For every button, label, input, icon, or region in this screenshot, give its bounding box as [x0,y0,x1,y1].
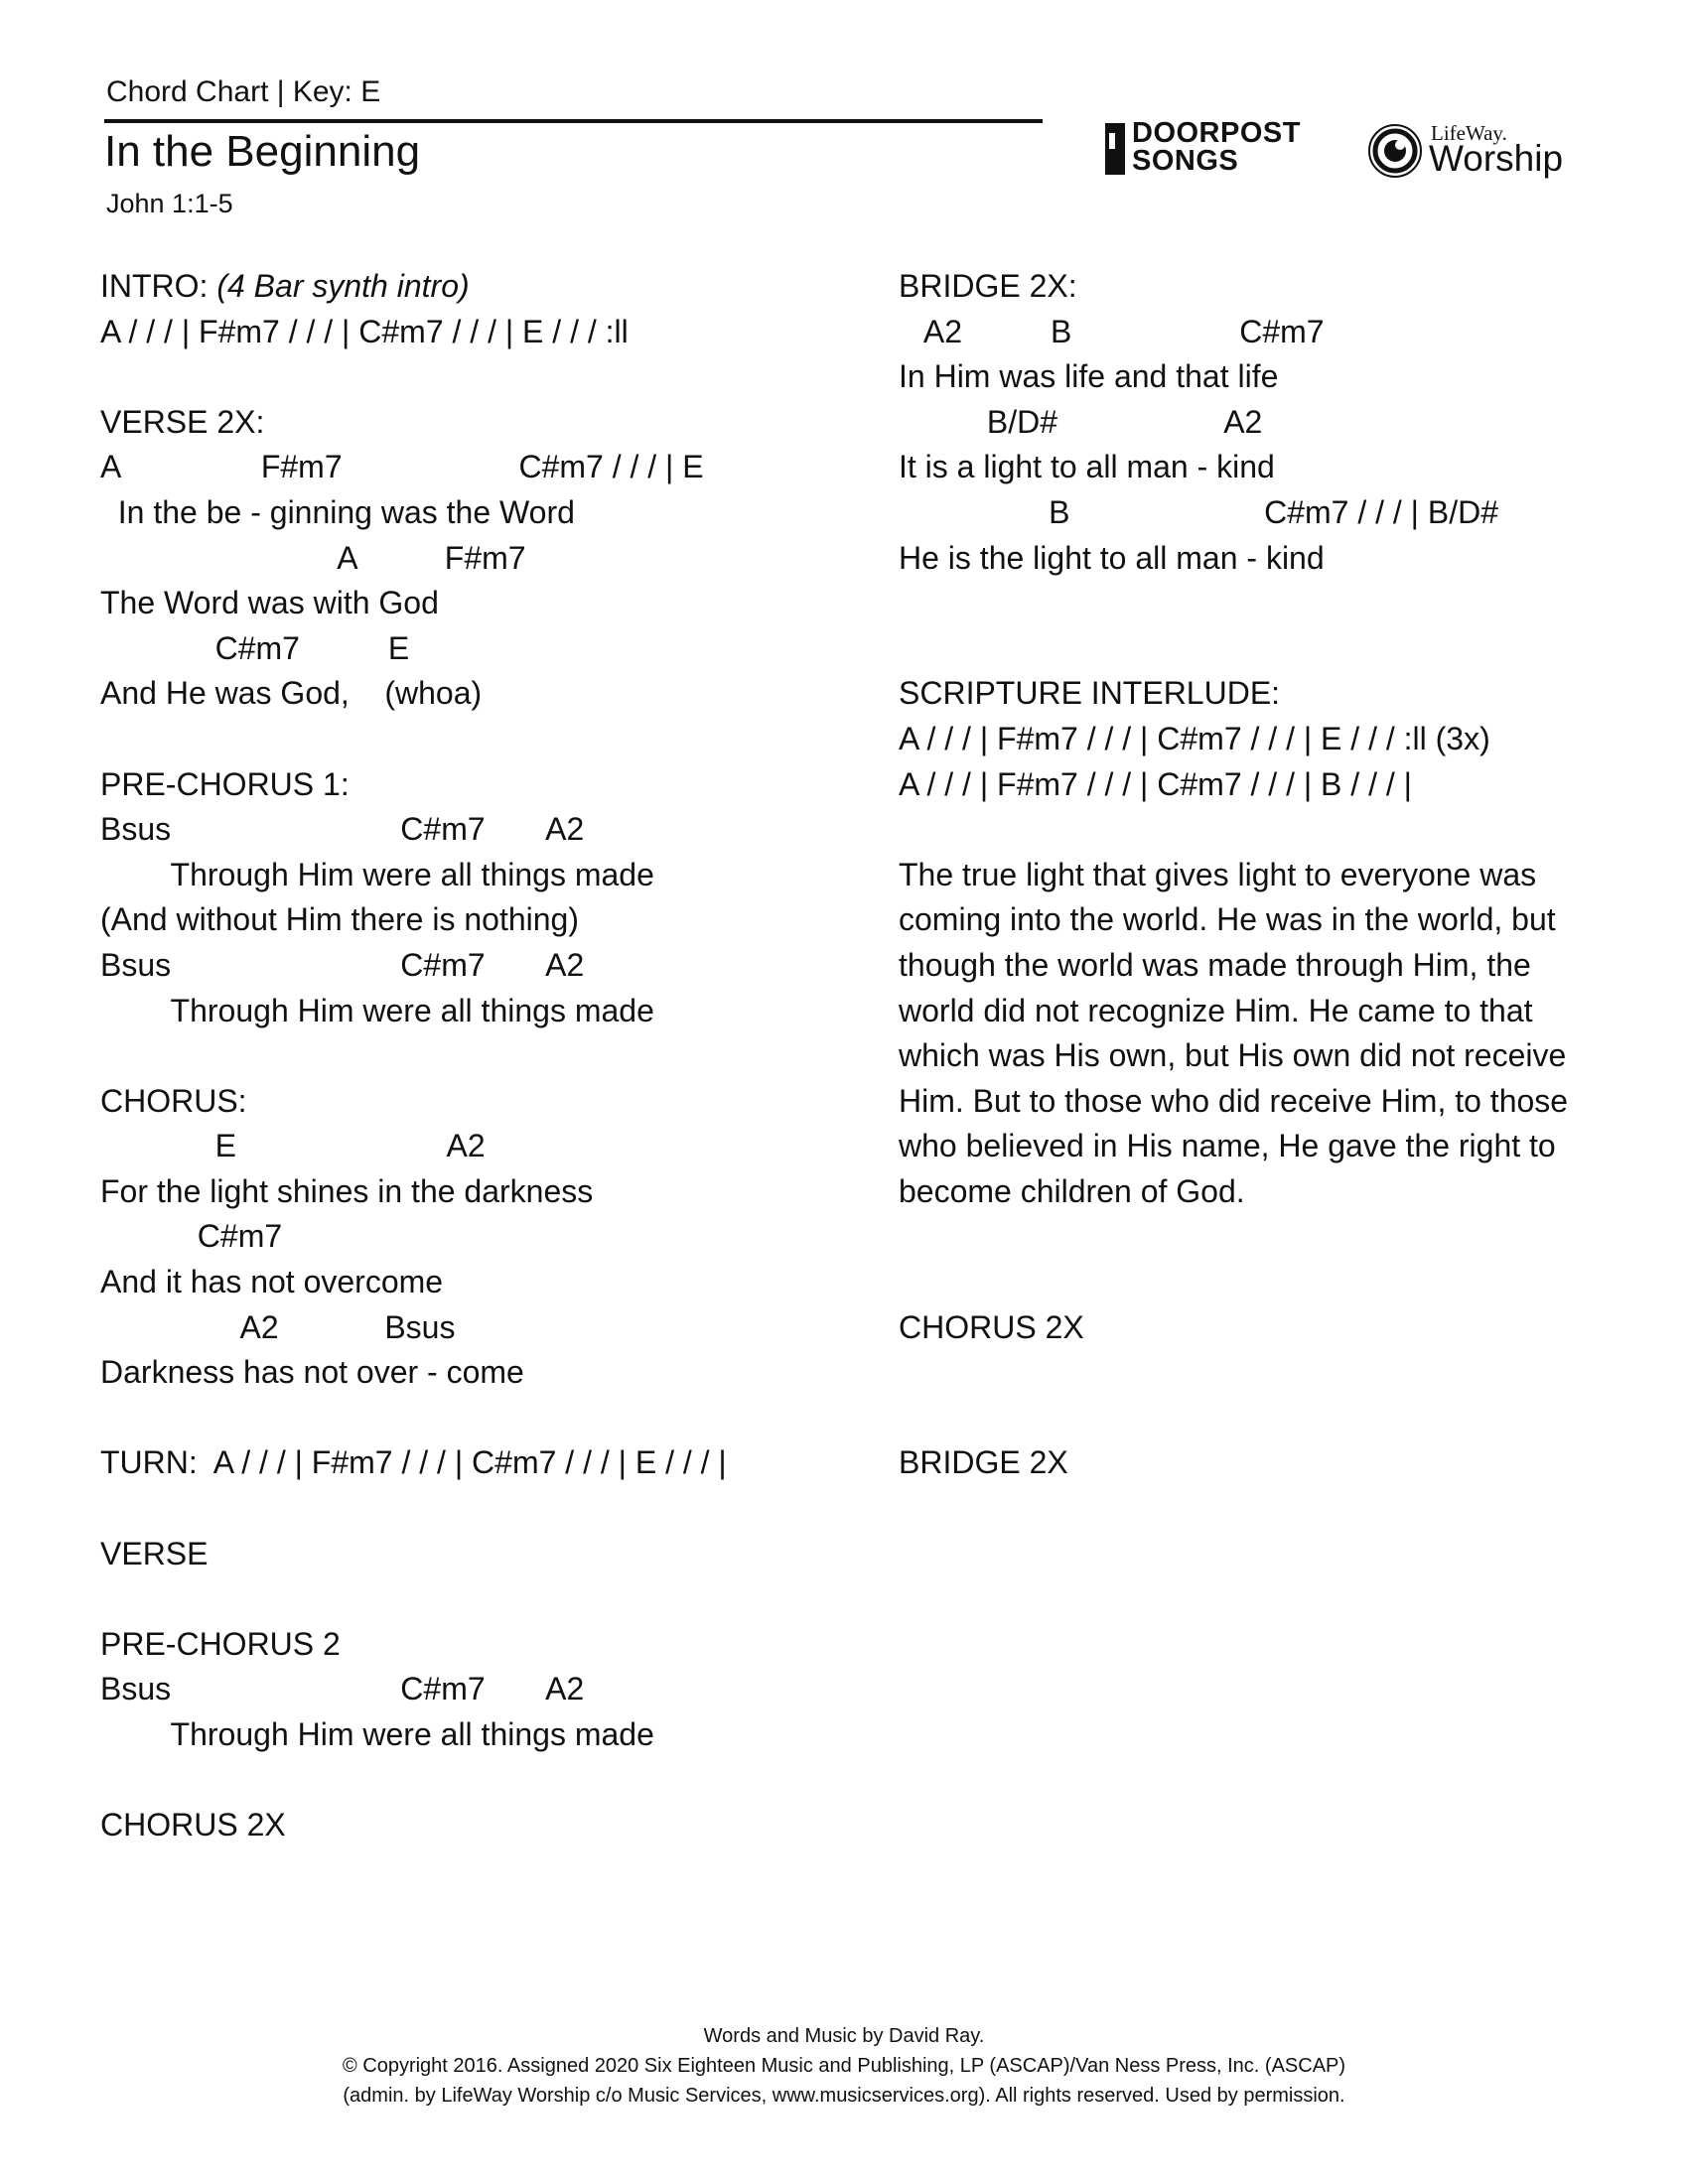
bridge-heading: BRIDGE 2X: [899,268,1077,304]
turn-line: TURN: A / / / | F#m7 / / / | C#m7 / / / | E / / / | [100,1444,727,1481]
doorpost-logo-line2: SONGS [1132,145,1239,177]
chorus-line: A2 Bsus [100,1308,456,1345]
pre-chorus-1-line: Bsus C#m7 A2 [100,946,585,983]
bridge-line: B/D# A2 [899,403,1263,440]
copyright-footer [0,2021,1688,2111]
pre-chorus-1-heading: PRE-CHORUS 1: [100,765,350,802]
chorus-2x-reference: CHORUS 2X [899,1308,1084,1345]
verse-line: A F#m7 C#m7 / / / | E [100,449,704,485]
footer-admin: (admin. by LifeWay Worship c/o Music Services, www.musicservices.org). All rights reserved. Used by permission. [343,2085,1345,2107]
right-column [899,264,1614,1486]
footer-copyright: © Copyright 2016. Assigned 2020 Six Eighteen Music and Publishing, LP (ASCAP)/Van Ness Press, Inc. (ASCAP) [342,2055,1346,2077]
intro-chords: A / / / | F#m7 / / / | C#m7 / / / | E / / / :ll [100,313,629,349]
bridge-line: A2 B C#m7 [899,313,1325,349]
door-icon [1105,123,1125,175]
bridge-line: He is the light to all man - kind [899,539,1325,576]
pre-chorus-2-line: Through Him were all things made [100,1716,654,1752]
bridge-line: It is a light to all man - kind [899,449,1275,485]
lifeway-logo-big: Worship [1429,138,1564,179]
song-title: In the Beginning [104,127,421,176]
lifeway-logo-small: LifeWay. [1431,121,1507,145]
bridge-2x-reference: BRIDGE 2X [899,1444,1068,1481]
bridge-line: B C#m7 / / / | B/D# [899,493,1499,530]
chorus-line: E A2 [100,1128,486,1164]
scripture-interlude-heading: SCRIPTURE INTERLUDE: [899,675,1281,712]
interlude-chords: A / / / | F#m7 / / / | C#m7 / / / | B / / / | [899,765,1412,802]
chorus-line: C#m7 [100,1218,283,1255]
footer-credit: Words and Music by David Ray. [703,2025,985,2047]
pre-chorus-1-line: Through Him were all things made [100,992,654,1028]
verse-line: And He was God, (whoa) [100,675,483,712]
verse-line: The Word was with God [100,585,439,621]
scripture-text: The true light that gives light to everyone was coming into the world. He was in the world, but though the world was made through Him, the world did not recognize Him. He came to that which was His own, but His own did not receive Him. But to those who did receive Him, to those who believed in His name, He gave the right to become children of God. [899,856,1569,1209]
pre-chorus-1-line: Through Him were all things made [100,856,654,892]
verse-line: A F#m7 [100,539,526,576]
interlude-chords: A / / / | F#m7 / / / | C#m7 / / / | E / / / :ll (3x) [899,720,1490,756]
doorpost-logo-line1: DOORPOST [1132,117,1301,149]
pre-chorus-1-line: (And without Him there is nothing) [100,901,579,938]
chorus-2x-reference: CHORUS 2X [100,1807,286,1843]
verse-reference: VERSE [100,1535,209,1571]
chorus-line: Darkness has not over - come [100,1354,524,1391]
chorus-heading: CHORUS: [100,1082,247,1119]
verse-line: In the be - ginning was the Word [100,493,575,530]
chorus-line: And it has not overcome [100,1264,444,1300]
verse-line: C#m7 E [100,629,410,666]
header-label: Chord Chart | Key: E [106,75,381,108]
left-column [100,264,855,1848]
pre-chorus-2-heading: PRE-CHORUS 2 [100,1625,341,1662]
intro-heading: INTRO: (4 Bar synth intro) [100,268,470,304]
song-subtitle: John 1:1-5 [106,189,233,218]
lifeway-ring-icon [1367,123,1423,179]
chorus-line: For the light shines in the darkness [100,1172,594,1209]
bridge-line: In Him was life and that life [899,358,1279,395]
pre-chorus-1-line: Bsus C#m7 A2 [100,811,585,848]
header-rule [104,119,1043,123]
pre-chorus-2-line: Bsus C#m7 A2 [100,1671,585,1707]
lifeway-worship-logo [1367,117,1566,187]
doorpost-songs-logo [1105,117,1343,179]
verse-heading: VERSE 2X: [100,403,265,440]
